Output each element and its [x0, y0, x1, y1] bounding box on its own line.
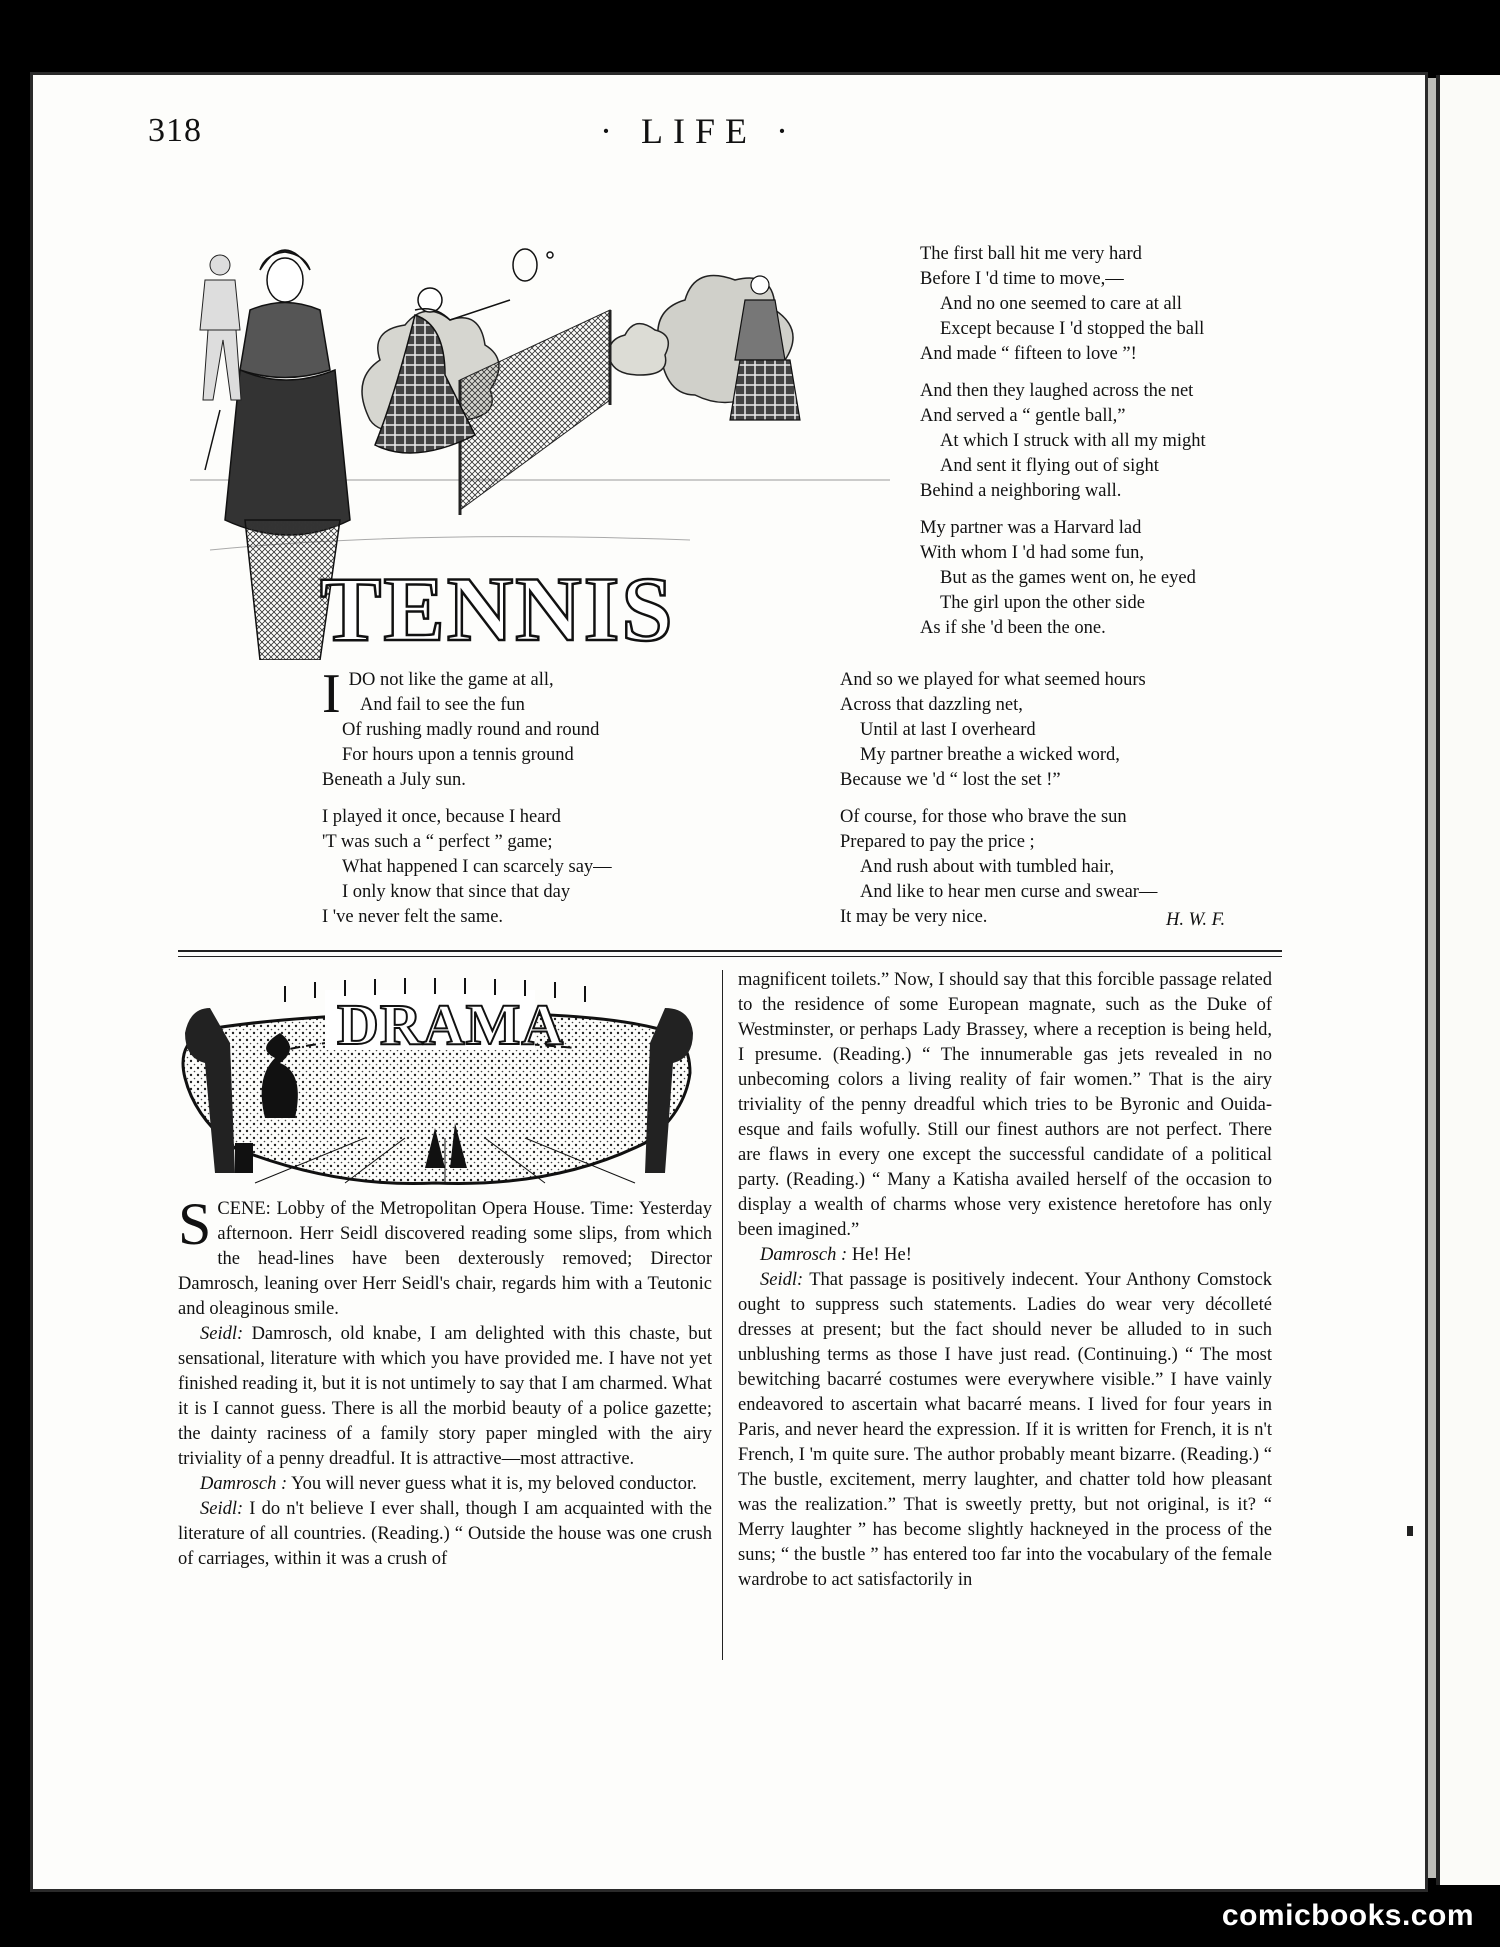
poem-line: With whom I 'd had some fun, — [920, 543, 1145, 563]
drama-illustration — [175, 968, 700, 1186]
poem-line: And no one seemed to care at all — [940, 294, 1182, 314]
dialogue-text: I do n't believe I ever shall, though I am acquainted with the literature of all countries. (Reading.) “ Outside the house was one crush of carriages, within it was a crush of — [178, 1499, 713, 1569]
poem-line: My partner was a Harvard lad — [920, 518, 1142, 538]
poem-line: And fail to see the fun — [360, 695, 525, 715]
tennis-illustration — [190, 240, 890, 660]
next-page-edge — [1436, 75, 1500, 1885]
tennis-title-art: TENNIS — [320, 558, 675, 660]
scene-paragraph — [178, 1191, 712, 1322]
poem-line: It may be very nice. — [840, 907, 988, 927]
watermark: comicbooks.com — [1221, 1899, 1474, 1932]
dialogue-continuation: magnificent toilets.” Now, I should say that this forcible passage related to the residence of some European magnate, such as the Duke of Westminster, or perhaps Lady Brassey, where a reception is being held, I presume. (Reading.) “ The innumerable gas jets revealed in no unbecoming colors a living reality of fair women.” That is the airy triviality of the penny dreadful which tries to be Byronic and Ouida-esque and fails wofully. Still our finest authors are not perfect. There are flaws in every one except the successful candidate of a political party. (Reading.) “ Many a Katisha availed herself of the occasion to display a wealth of charms whose very existence heretofore has only been imagined.” — [738, 970, 1272, 1240]
page-number: 318 — [148, 112, 202, 149]
poem-line: And made “ fifteen to love ”! — [920, 344, 1137, 364]
poem-line: But as the games went on, he eyed — [940, 568, 1196, 588]
dialogue-paragraph — [738, 1243, 1272, 1268]
speaker: Seidl: — [200, 1324, 244, 1344]
poem-line: Except because I 'd stopped the ball — [940, 319, 1205, 339]
dialogue-paragraph — [178, 1472, 712, 1497]
binding-mark — [1407, 1526, 1413, 1536]
dropcap-i: I — [322, 663, 341, 725]
poem-line: What happened I can scarcely say— — [342, 857, 612, 877]
poem-line: The girl upon the other side — [940, 593, 1145, 613]
dialogue-paragraph — [178, 1322, 712, 1472]
masthead: · LIFE · — [600, 111, 798, 151]
speaker: Seidl: — [760, 1270, 804, 1290]
poem-line: And rush about with tumbled hair, — [860, 857, 1115, 877]
poem-line: My partner breathe a wicked word, — [860, 745, 1120, 765]
poem-line: Because we 'd “ lost the set !” — [840, 770, 1061, 790]
tennis-poem-left — [322, 663, 612, 942]
poem-line: At which I struck with all my might — [940, 431, 1206, 451]
column-divider — [722, 970, 723, 1660]
poem-line: Of course, for those who brave the sun — [840, 807, 1127, 827]
poem-line: And served a “ gentle ball,” — [920, 406, 1126, 426]
poem-line: And sent it flying out of sight — [940, 456, 1159, 476]
speaker: Seidl: — [200, 1499, 244, 1519]
scene-text: CENE: Lobby of the Metropolitan Opera House. Time: Yesterday afternoon. Herr Seidl discovered reading some slips, from which the head-lines have been dexterously removed; Director Damrosch, leaning over Herr Seidl's chair, regards him with a Teutonic and oleaginous smile. — [178, 1199, 712, 1319]
poem-line: Of rushing madly round and round — [342, 720, 600, 740]
speaker: Damrosch : — [200, 1474, 288, 1494]
tennis-poem-right-upper — [920, 242, 1206, 653]
poem-line: For hours upon a tennis ground — [342, 745, 574, 765]
poem-line: DO not like the game at all, — [348, 670, 554, 690]
poem-line: And like to hear men curse and swear— — [860, 882, 1158, 902]
poem-line: And then they laughed across the net — [920, 381, 1194, 401]
drama-column-left — [178, 1191, 713, 1572]
speaker: Damrosch : — [760, 1245, 848, 1265]
dialogue-text: That passage is positively indecent. Your Anthony Comstock ought to suppress such statements. Ladies do wear very décolleté dresses at present; but the fact should never be alluded to in such unblushing terms as those I have just read. (Continuing.) “ The most bewitching bacarré costumes were everywhere visible.” I have vainly endeavored to ascertain what bacarré means. I lived for four years in Paris, and never heard the expression. If it is written for French, it is n't French, I 'm quite sure. The author probably meant bizarre. (Reading.) “ The bustle, excitement, merry laughter, and chatter told how pleasant was the realization.” That is sweetly pretty, but not original, is it? “ Merry laughter ” has become slightly hackneyed in the process of the suns; “ the bustle ” has entered too far into the vocabulary of the female wardrobe to act satisfactorily in — [738, 1270, 1272, 1590]
poem-line: 'T was such a “ perfect ” game; — [322, 832, 553, 852]
dialogue-paragraph — [738, 1268, 1272, 1593]
poem-line: The first ball hit me very hard — [920, 244, 1142, 264]
poem-line: I 've never felt the same. — [322, 907, 504, 927]
poem-line: Prepared to pay the price ; — [840, 832, 1035, 852]
poem-line: Until at last I overheard — [860, 720, 1036, 740]
poem-line: I only know that since that day — [342, 882, 571, 902]
section-rule — [178, 950, 1282, 952]
section-rule-thin — [178, 956, 1282, 957]
poem-line: I played it once, because I heard — [322, 807, 561, 827]
dialogue-text: He! He! — [851, 1245, 912, 1265]
poem-line: Before I 'd time to move,— — [920, 269, 1124, 289]
tennis-poem-right-lower — [840, 668, 1157, 942]
poem-line: Across that dazzling net, — [840, 695, 1023, 715]
drama-title-art: DRAMA — [337, 992, 565, 1057]
drama-column-right — [738, 968, 1272, 1593]
poem-line: Behind a neighboring wall. — [920, 481, 1122, 501]
poem-line: As if she 'd been the one. — [920, 618, 1106, 638]
dialogue-text: You will never guess what it is, my beloved conductor. — [291, 1474, 697, 1494]
poem-signature: H. W. F. — [1166, 910, 1226, 930]
dialogue-paragraph — [178, 1497, 712, 1572]
page-gutter — [1428, 78, 1436, 1878]
dropcap-s: S — [178, 1191, 212, 1257]
poem-line: And so we played for what seemed hours — [840, 670, 1146, 690]
dialogue-text: Damrosch, old knabe, I am delighted with this chaste, but sensational, literature with which you have provided me. I have not yet finished reading it, but it is not untimely to say that I am charmed. What it is I cannot guess. There is all the morbid beauty of a police gazette; the dainty raciness of a family story paper mingled with the airy triviality of a penny dreadful. It is attractive—most attractive. — [178, 1324, 712, 1469]
poem-line: Beneath a July sun. — [322, 770, 466, 790]
